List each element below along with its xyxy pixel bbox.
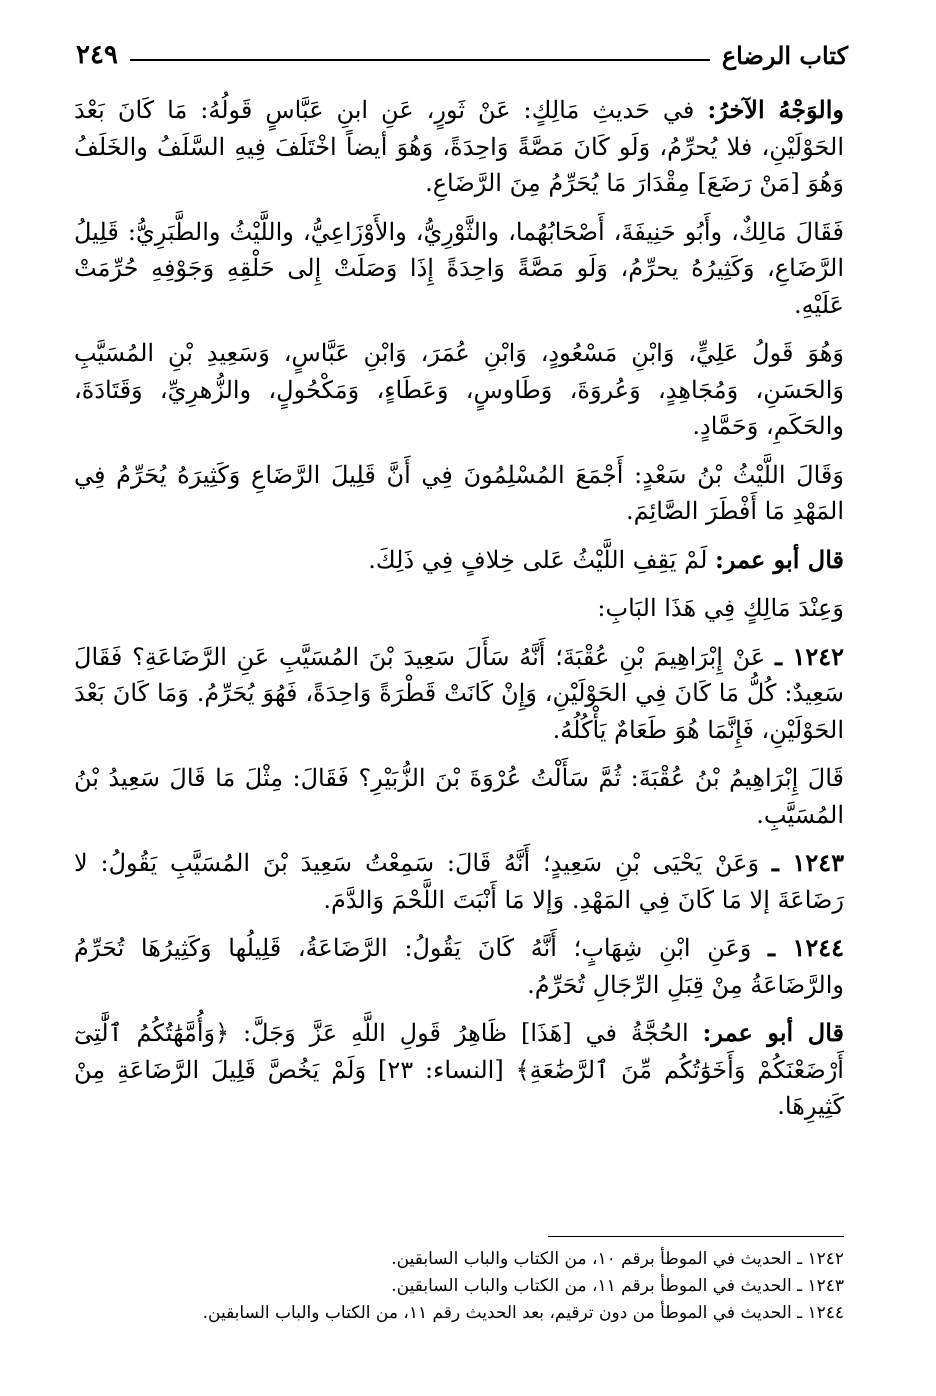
- footnote: ١٢٤٣ ـ الحديث في الموطأ برقم ١١، من الكتاب والباب السابقين.: [391, 1276, 844, 1296]
- main-text: [74, 92, 844, 1137]
- hadith-number: ١٢٤٣ ـ: [771, 848, 844, 877]
- hadith-1244: [74, 930, 844, 1003]
- footnote-separator: [548, 1236, 844, 1237]
- paragraph-lead: قال أبو عمر:: [715, 544, 844, 574]
- paragraph-lead: قال أبو عمر:: [702, 1018, 844, 1047]
- hadith-1243: [74, 845, 844, 918]
- paragraph: [74, 760, 844, 833]
- chapter-title: كتاب الرضاع: [721, 41, 848, 70]
- paragraph-text: وَعِنْدَ مَالِكٍ فِي هَذَا البَابِ:: [597, 594, 844, 622]
- footnote: ١٢٤٢ ـ الحديث في الموطأ برقم ١٠، من الكتاب والباب السابقين.: [391, 1249, 844, 1269]
- paragraph: [74, 542, 844, 579]
- paragraph-text: وَعَنْ يَحْيَى بْنِ سَعِيدٍ؛ أَنَّهُ قَالَ: سَمِعْتُ سَعِيدَ بْنَ المُسَيَّبِ يَقُولُ: لا رَضَاعَةَ إلا مَا كَانَ فِي المَهْدِ. وَإلا مَا أَنْبَتَ اللَّحْمَ وَالدَّمَ.: [74, 849, 844, 914]
- paragraph: [74, 590, 844, 627]
- paragraph-text: وَقَالَ اللَّيْثُ بْنُ سَعْدٍ: أَجْمَعَ المُسْلِمُونَ فِي أَنَّ قَلِيلَ الرَّضَاعِ وَكَثِيرَهُ يُحَرِّمُ فِي المَهْدِ مَا أَفْطَرَ الصَّائِمَ.: [74, 460, 844, 525]
- footnote: ١٢٤٤ ـ الحديث في الموطأ من دون ترقيم، بعد الحديث رقم ١١، من الكتاب والباب السابقين.: [202, 1303, 844, 1323]
- paragraph-text: لَمْ يَقِفِ اللَّيْثُ عَلى خِلافٍ فِي ذَلِكَ.: [368, 545, 716, 574]
- paragraph-text: عَنْ إِبْرَاهِيمَ بْنِ عُقْبَةَ؛ أَنَّهُ سَأَلَ سَعِيدَ بْنَ المُسَيَّبِ عَنِ الرَّضَاعَةِ؟ فَقَالَ سَعِيدٌ: كُلُّ مَا كَانَ فِي الحَوْلَيْنِ، وَإِنْ كَانَتْ قَطْرَةً وَاحِدَةً، فَهُوَ يُحَرِّمُ. وَمَا كَانَ بَعْدَ الحَوْلَيْنِ، فَإِنَّمَا هُوَ طَعَامٌ يَأْكُلُهُ.: [74, 642, 844, 744]
- paragraph-text: الحُجَّةُ في [هَذَا] ظَاهِرُ قَولِ اللَّهِ عَزَّ وَجَلَّ: ﴿وَأُمَّهَٰتُكُمُ ٱلَّٰتِىٓ أَرْضَعْنَكُمْ وَأَخَوَٰتُكُم مِّنَ ٱلرَّضَٰعَةِ﴾ [النساء: ٢٣] وَلَمْ يَخُصَّ قَلِيلَ الرَّضَاعَةِ مِنْ كَثِيرِهَا.: [74, 1019, 844, 1120]
- footnotes: [110, 1246, 844, 1327]
- paragraph-lead: والوَجْهُ الآخرُ:: [707, 95, 844, 124]
- paragraph: [74, 335, 844, 445]
- paragraph: [74, 457, 844, 530]
- paragraph-text: قَالَ إِبْرَاهِيمُ بْنُ عُقْبَةَ: ثُمَّ سَأَلْتُ عُرْوَةَ بْنَ الزُّبَيْرِ؟ فَقَالَ: مِثْلَ مَا قَالَ سَعِيدُ بْنُ المُسَيَّبِ.: [74, 764, 844, 829]
- header-rule: [130, 59, 710, 61]
- paragraph: [74, 1015, 844, 1125]
- hadith-number: ١٢٤٤ ـ: [768, 933, 844, 962]
- hadith-1242: [74, 639, 844, 749]
- page-number: ٢٤٩: [76, 40, 118, 70]
- paragraph-text: وَعَنِ ابْنِ شِهَابٍ؛ أَنَّهُ كَانَ يَقُولُ: الرَّضَاعَةُ، قَلِيلُها وَكَثِيرُهَا تُحَرِّمُ والرَّضَاعَةُ مِنْ قِبَلِ الرِّجَالِ تُحَرِّمُ.: [74, 934, 844, 999]
- hadith-number: ١٢٤٢ ـ: [774, 641, 844, 671]
- paragraph: [74, 92, 844, 202]
- paragraph: [74, 214, 844, 324]
- page-header: [76, 30, 848, 70]
- paragraph-text: وَهُوَ قَولُ عَلِيٍّ، وَابْنِ مَسْعُودٍ، وَابْنِ عُمَرَ، وَابْنِ عَبَّاسٍ، وَسَعِيدِ بْنِ المُسَيَّبِ وَالحَسَنِ، وَمُجَاهِدٍ، وَعُروَةَ، وَطَاوسٍ، وَعَطَاءٍ، وَمَكْحُولٍ، والزُّهرِيِّ، وَقَتَادَةَ، والحَكَمِ، وَحَمَّادٍ.: [74, 339, 844, 440]
- paragraph-text: في حَديثِ مَالِكٍ: عَنْ ثَورٍ، عَنِ ابنِ عَبَّاسٍ قَولُهُ: مَا كَانَ بَعْدَ الحَوْلَيْنِ، فلا يُحرِّمُ، وَلَو كَانَ مَصَّةً وَاحِدَةً، وَهُوَ أيضاً اخْتَلَفَ فِيهِ السَّلَفُ والخَلَفُ وَهُوَ [مَنْ رَضَعَ] مِقْدَارَ مَا يُحَرِّمُ مِنَ الرَّضَاعِ.: [74, 96, 844, 197]
- paragraph-text: فَقَالَ مَالِكٌ، وأَبُو حَنِيفَةَ، أَصْحَابُهُما، والثَّوْرِيُّ، والأَوْزَاعِيُّ، واللَّيْثُ والطَّبَرِيُّ: قَلِيلُ الرَّضَاعِ، وَكَثِيرُهُ يحرِّمُ، وَلَو مَصَّةً وَاحِدَةً إِذَا وَصَلَتْ إِلى حَلْقِهِ وَجَوْفِهِ حُرِّمَتْ عَلَيْهِ.: [74, 217, 844, 319]
